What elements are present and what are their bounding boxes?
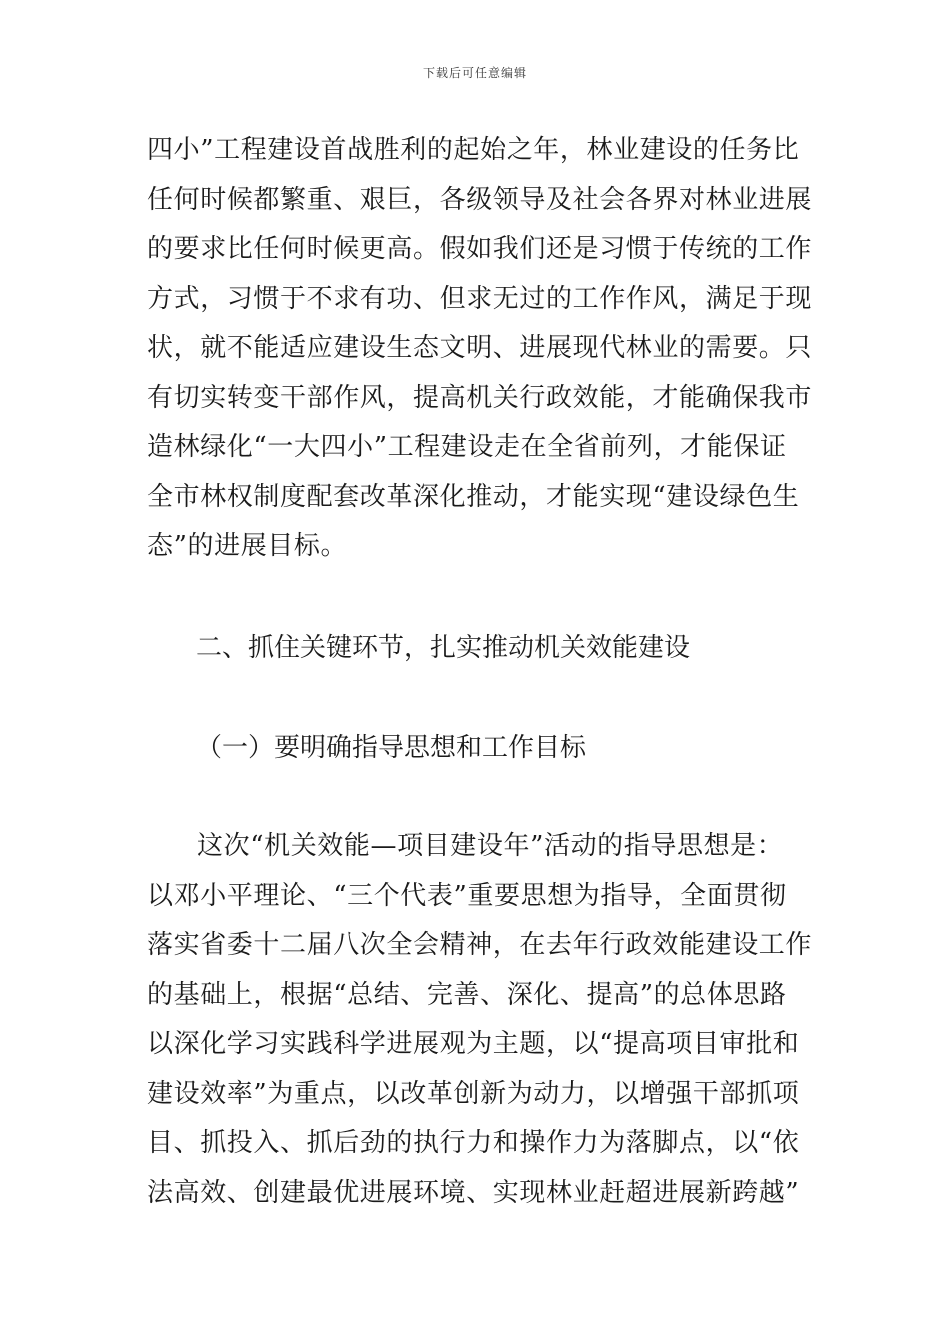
text-line-first: 这次“机关效能—项目建设年”活动的指导思想是： xyxy=(197,831,784,861)
text-line: 造林绿化“一大四小”工程建设走在全省前列，才能保证 xyxy=(147,432,787,462)
text-line: 建设效率”为重点，以改革创新为动力，以增强干部抓项 xyxy=(147,1078,800,1109)
body-paragraph-1 xyxy=(147,126,813,572)
text-line: 方式，习惯于不求有功、但求无过的工作作风，满足于现 xyxy=(147,283,813,314)
text-line: 全市林权制度配套改革深化推动，才能实现“建设绿色生 xyxy=(147,481,800,512)
text-line: 态”的进展目标。 xyxy=(147,531,348,561)
text-line: 的基础上，根据“总结、完善、深化、提高”的总体思路 xyxy=(147,979,787,1010)
text-line: 法高效、创建最优进展环境、实现林业赶超进展新跨越” xyxy=(147,1177,800,1208)
text-line: 以邓小平理论、“三个代表”重要思想为指导，全面贯彻 xyxy=(147,880,787,911)
text-line: 任何时候都繁重、艰巨，各级领导及社会各界对林业进展 xyxy=(147,184,813,215)
text-line: 有切实转变干部作风，提高机关行政效能，才能确保我市 xyxy=(147,382,813,413)
subsection-heading: （一）要明确指导思想和工作目标 xyxy=(196,733,587,763)
text-line: 目、抓投入、抓后劲的执行力和操作力为落脚点，以“依 xyxy=(147,1128,800,1158)
text-line: 以深化学习实践科学进展观为主题，以“提高项目审批和 xyxy=(147,1029,800,1059)
body-paragraph-2 xyxy=(147,822,813,1218)
text-line: 落实省委十二届八次全会精神，在去年行政效能建设工作 xyxy=(147,930,813,960)
section-heading: 二、抓住关键环节，扎实推动机关效能建设 xyxy=(196,633,691,663)
text-line: 状，就不能适应建设生态文明、进展现代林业的需要。只 xyxy=(147,333,813,363)
text-line: 四小”工程建设首战胜利的起始之年，林业建设的任务比 xyxy=(147,135,800,165)
page-header-note: 下载后可任意编辑 xyxy=(422,66,527,80)
text-line: 的要求比任何时候更高。假如我们还是习惯于传统的工作 xyxy=(147,234,813,264)
